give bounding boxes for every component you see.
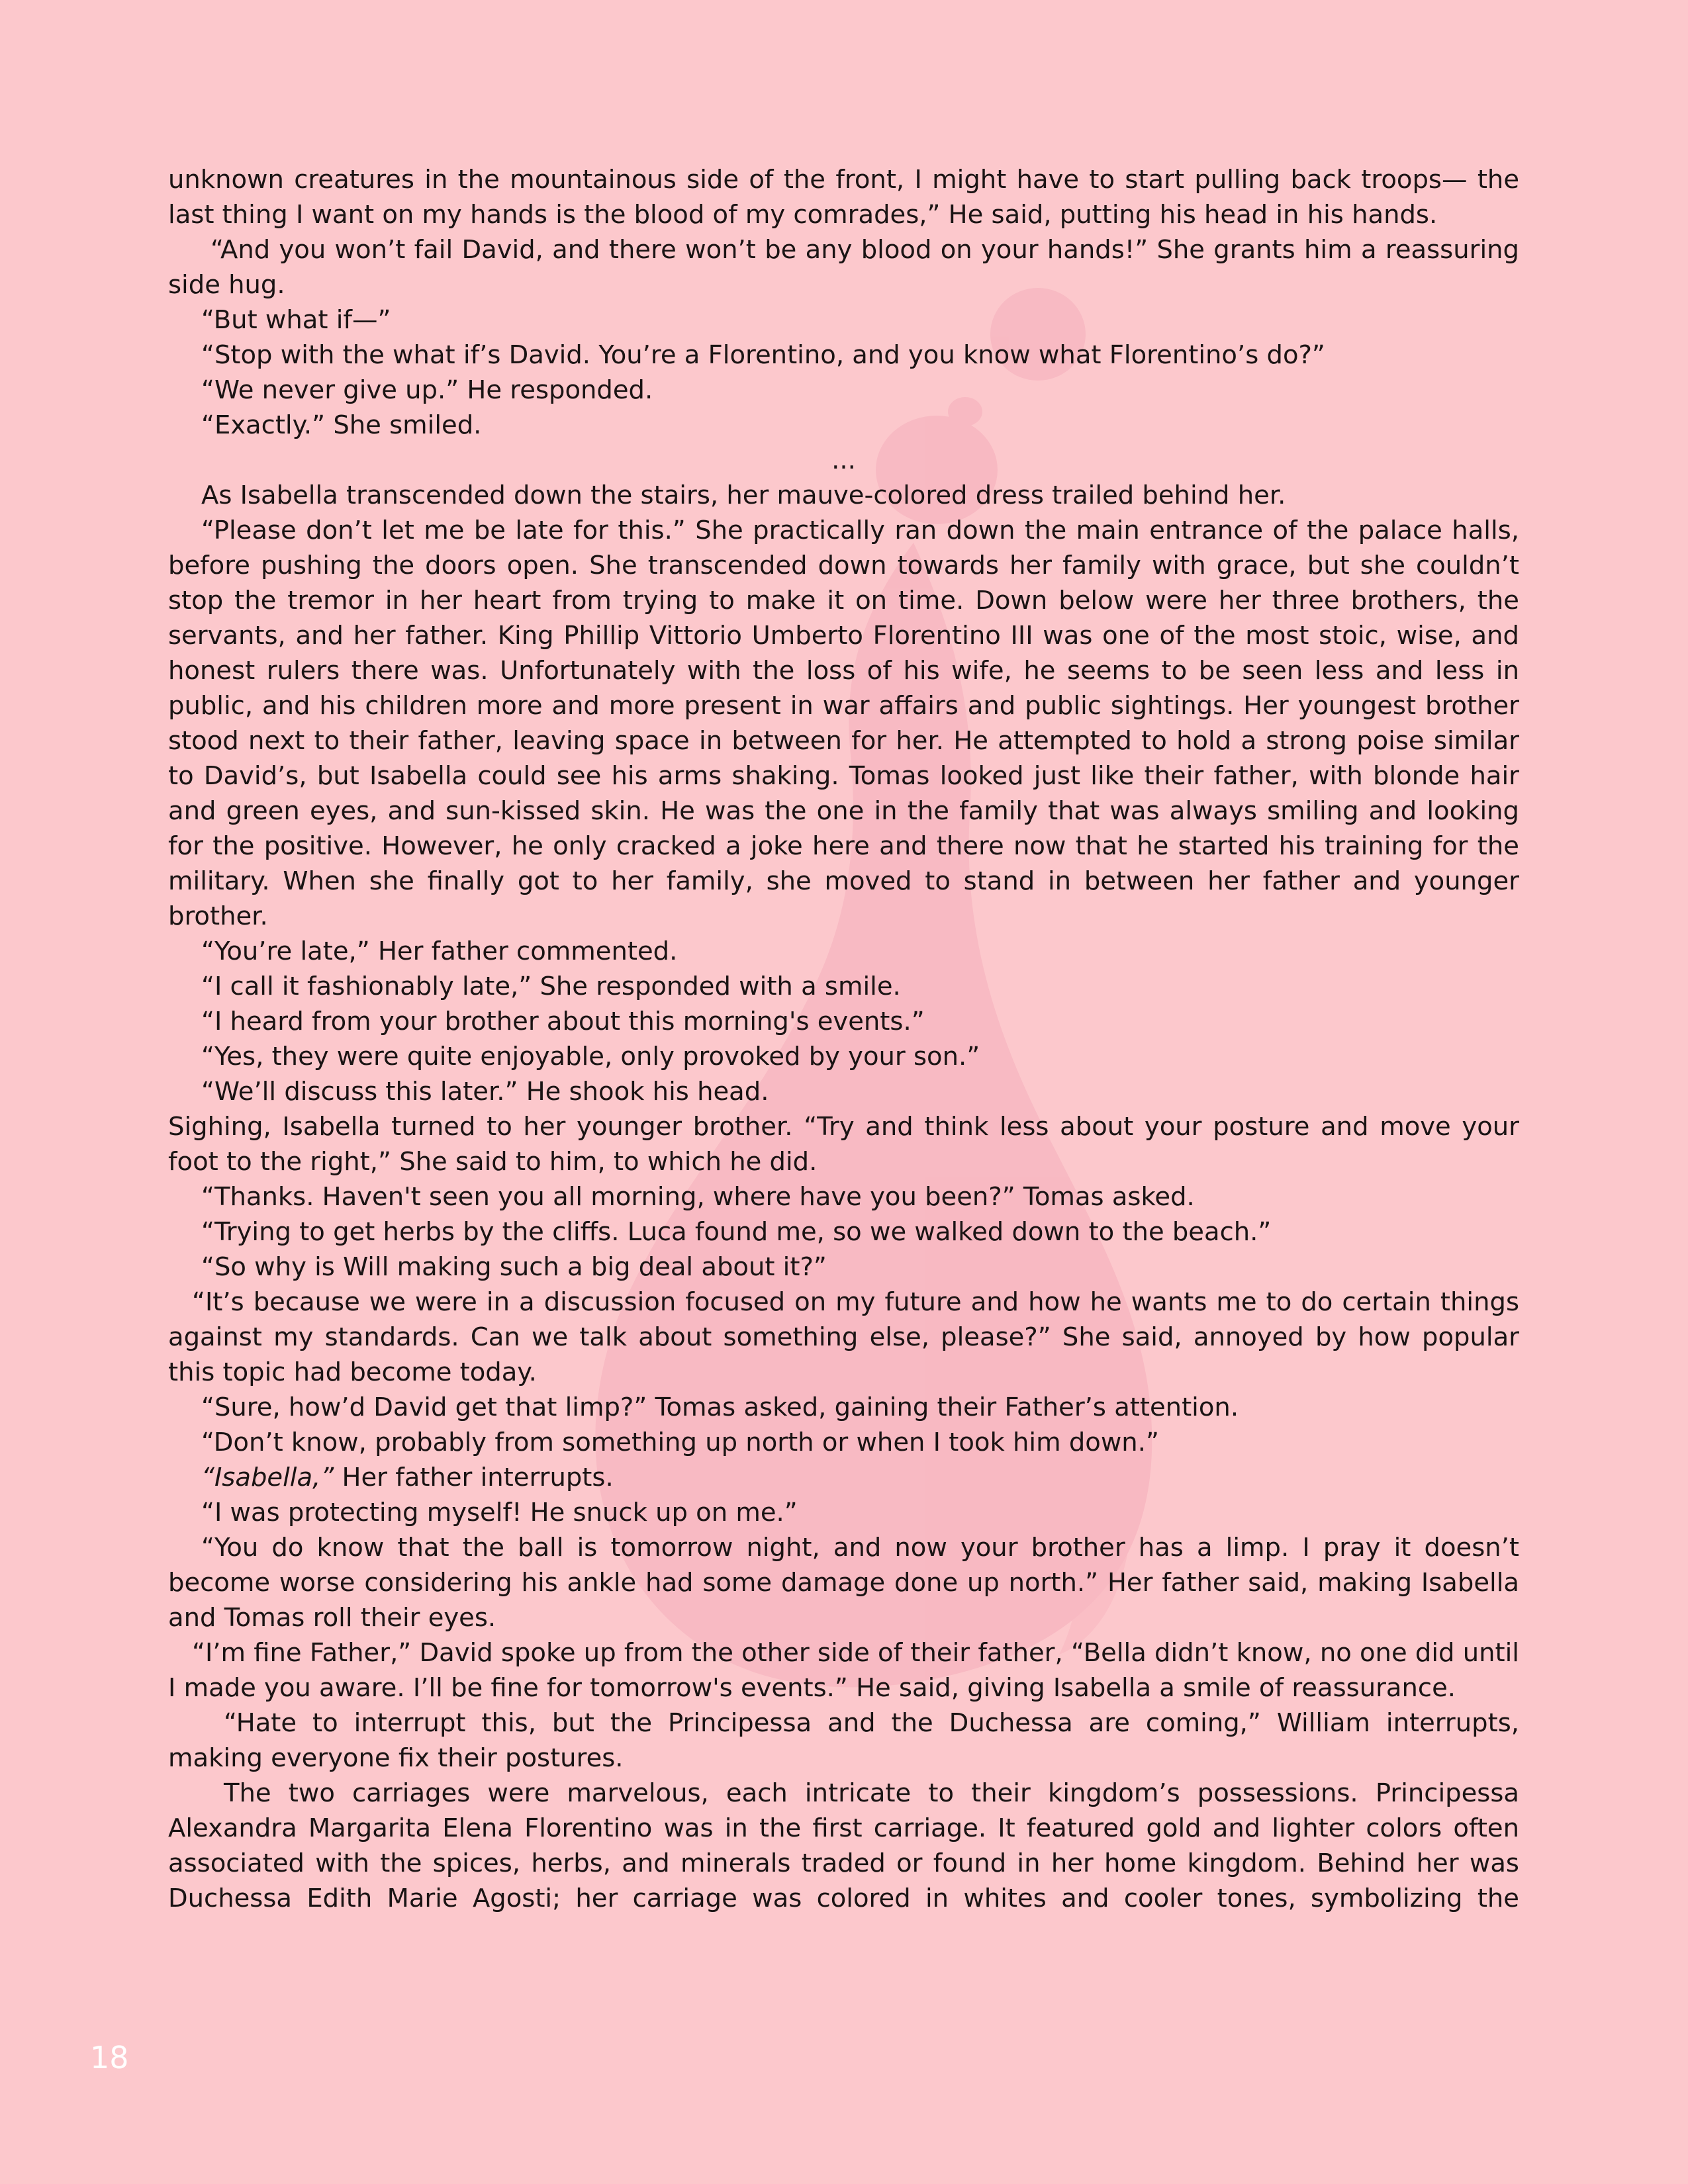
paragraph: “We never give up.” He responded.	[201, 375, 653, 405]
italic-name: “Isabella,”	[201, 1463, 334, 1492]
paragraph: “I’m fine Father,” David spoke up from the other side of their father, “Bella didn’t know, no one did until I made you aware. I’ll be fine for tomorrow's events.” He said, giving Isabella a smile of reassurance.	[168, 1638, 1519, 1703]
paragraph: “So why is Will making such a big deal about it?”	[201, 1252, 827, 1282]
paragraph: unknown creatures in the mountainous side of the front, I might have to start pulling back troops— the last thing I want on my hands is the blood of my comrades,” He said, putting his head in his hands.	[168, 165, 1519, 230]
paragraph: “I call it fashionably late,” She responded with a smile.	[201, 972, 901, 1001]
paragraph: “Please don’t let me be late for this.” She practically ran down the main entrance of the palace halls, before pushing the doors open. She transcended down towards her family with grace, but she couldn’t stop the tremor in her heart from trying to make it on time. Down below were her three brothers, the servants, and her father. King Phillip Vittorio Umberto Florentino III was one of the most stoic, wise, and honest rulers there was. Unfortunately with the loss of his wife, he seems to be seen less and less in public, and his children more and more present in war affairs and public sightings. Her youngest brother stood next to their father, leaving space in between for her. He attempted to hold a strong poise similar to David’s, but Isabella could see his arms shaking. Tomas looked just like their father, with blonde hair and green eyes, and sun-kissed skin. He was the one in the family that was always smiling and looking for the positive. However, he only cracked a joke here and there now that he started his training for the military. When she finally got to her family, she moved to stand in between her father and younger brother.	[168, 516, 1519, 931]
page-body-text	[168, 162, 1519, 1916]
paragraph: “You do know that the ball is tomorrow night, and now your brother has a limp. I pray it doesn’t become worse considering his ankle had some damage done up north.” Her father said, making Isabella and Tomas roll their eyes.	[168, 1533, 1519, 1633]
paragraph: “Exactly.” She smiled.	[201, 410, 482, 440]
paragraph: “Sure, how’d David get that limp?” Tomas asked, gaining their Father’s attention.	[201, 1392, 1239, 1422]
paragraph-tail: Her father interrupts.	[334, 1463, 614, 1492]
paragraph: “We’ll discuss this later.” He shook his head.	[201, 1077, 769, 1107]
paragraph: “Trying to get herbs by the cliffs. Luca found me, so we walked down to the beach.”	[201, 1217, 1272, 1247]
paragraph: Sighing, Isabella turned to her younger brother. “Try and think less about your posture and move your foot to the right,” She said to him, to which he did.	[168, 1112, 1519, 1177]
paragraph: “It’s because we were in a discussion focused on my future and how he wants me to do certain things against my standards. Can we talk about something else, please?” She said, annoyed by how popular this topic had become today.	[168, 1287, 1519, 1387]
paragraph: “Hate to interrupt this, but the Principessa and the Duchessa are coming,” William interrupts, making everyone fix their postures.	[168, 1708, 1519, 1773]
paragraph: “I was protecting myself! He snuck up on me.”	[201, 1498, 798, 1527]
paragraph: “You’re late,” Her father commented.	[201, 936, 678, 966]
page-number: 18	[90, 2040, 129, 2075]
paragraph: As Isabella transcended down the stairs, her mauve-colored dress trailed behind her.	[201, 480, 1286, 510]
paragraph: “And you won’t fail David, and there won’t be any blood on your hands!” She grants him a reassuring side hug.	[168, 235, 1519, 300]
paragraph	[168, 1460, 1519, 1495]
paragraph: “I heard from your brother about this morning's events.”	[201, 1007, 925, 1036]
paragraph: “Yes, they were quite enjoyable, only provoked by your son.”	[201, 1042, 980, 1071]
paragraph: “Thanks. Haven't seen you all morning, where have you been?” Tomas asked.	[201, 1182, 1195, 1212]
paragraph: “Stop with the what if’s David. You’re a Florentino, and you know what Florentino’s do?”	[201, 340, 1325, 370]
paragraph: “But what if—”	[201, 305, 391, 335]
scene-break: ...	[831, 445, 856, 475]
paragraph: The two carriages were marvelous, each intricate to their kingdom’s possessions. Principessa Alexandra Margarita Elena Florentino was in the first carriage. It featured gold and lighter colors often associated with the spices, herbs, and minerals traded or found in her home kingdom. Behind her was Duchessa Edith Marie Agosti; her carriage was colored in whites and cooler tones, symbolizing the	[168, 1778, 1519, 1913]
paragraph: “Don’t know, probably from something up north or when I took him down.”	[201, 1428, 1159, 1457]
